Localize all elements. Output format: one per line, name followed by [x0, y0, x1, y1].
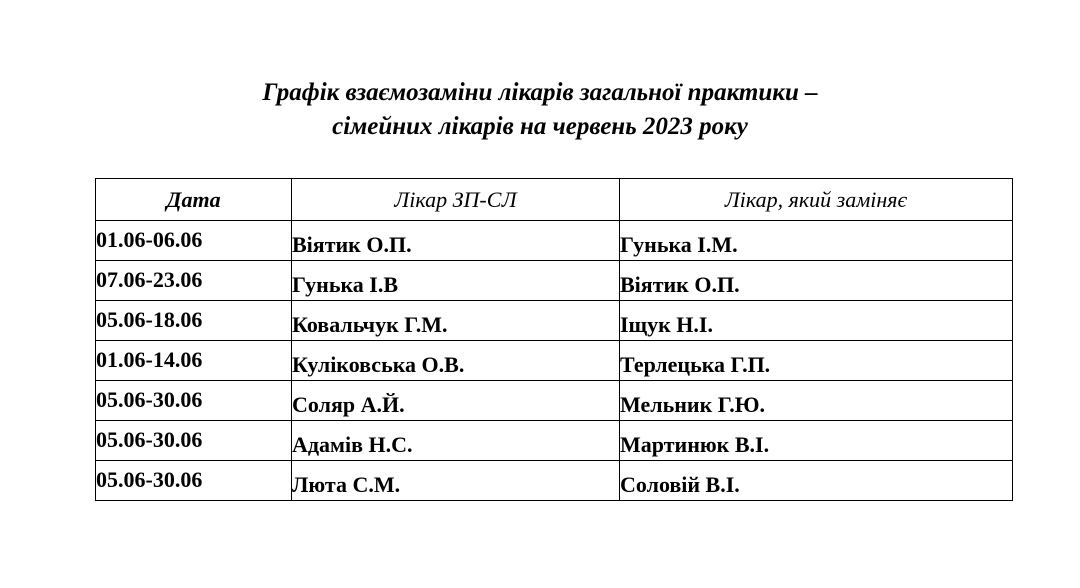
cell-doctor: Віятик О.П.	[292, 221, 620, 261]
cell-substitute: Соловій В.І.	[620, 461, 1013, 501]
cell-date: 05.06-30.06	[96, 421, 292, 461]
cell-doctor: Ковальчук Г.М.	[292, 301, 620, 341]
cell-date: 05.06-18.06	[96, 301, 292, 341]
cell-date: 05.06-30.06	[96, 381, 292, 421]
table-row	[96, 301, 1013, 341]
table-row	[96, 221, 1013, 261]
table-row	[96, 341, 1013, 381]
cell-date: 07.06-23.06	[96, 261, 292, 301]
cell-doctor: Адамів Н.С.	[292, 421, 620, 461]
cell-substitute: Терлецька Г.П.	[620, 341, 1013, 381]
cell-date: 01.06-14.06	[96, 341, 292, 381]
table-row	[96, 261, 1013, 301]
title-line-2: сімейних лікарів на червень 2023 року	[332, 113, 748, 140]
table-row	[96, 461, 1013, 501]
document-title	[0, 76, 1080, 144]
table-row	[96, 381, 1013, 421]
cell-substitute: Гунька І.М.	[620, 221, 1013, 261]
table-header-row	[96, 179, 1013, 221]
cell-substitute: Іщук Н.І.	[620, 301, 1013, 341]
title-line-1: Графік взаємозаміни лікарів загальної практики –	[262, 79, 818, 106]
substitution-schedule-table	[95, 178, 1013, 501]
cell-substitute: Віятик О.П.	[620, 261, 1013, 301]
cell-doctor: Соляр А.Й.	[292, 381, 620, 421]
header-substitute: Лікар, який заміняє	[620, 179, 1013, 221]
cell-substitute: Мартинюк В.І.	[620, 421, 1013, 461]
cell-doctor: Люта С.М.	[292, 461, 620, 501]
cell-doctor: Куліковська О.В.	[292, 341, 620, 381]
cell-doctor: Гунька І.В	[292, 261, 620, 301]
cell-date: 01.06-06.06	[96, 221, 292, 261]
header-doctor: Лікар ЗП-СЛ	[292, 179, 620, 221]
cell-substitute: Мельник Г.Ю.	[620, 381, 1013, 421]
cell-date: 05.06-30.06	[96, 461, 292, 501]
header-date: Дата	[96, 179, 292, 221]
table-row	[96, 421, 1013, 461]
